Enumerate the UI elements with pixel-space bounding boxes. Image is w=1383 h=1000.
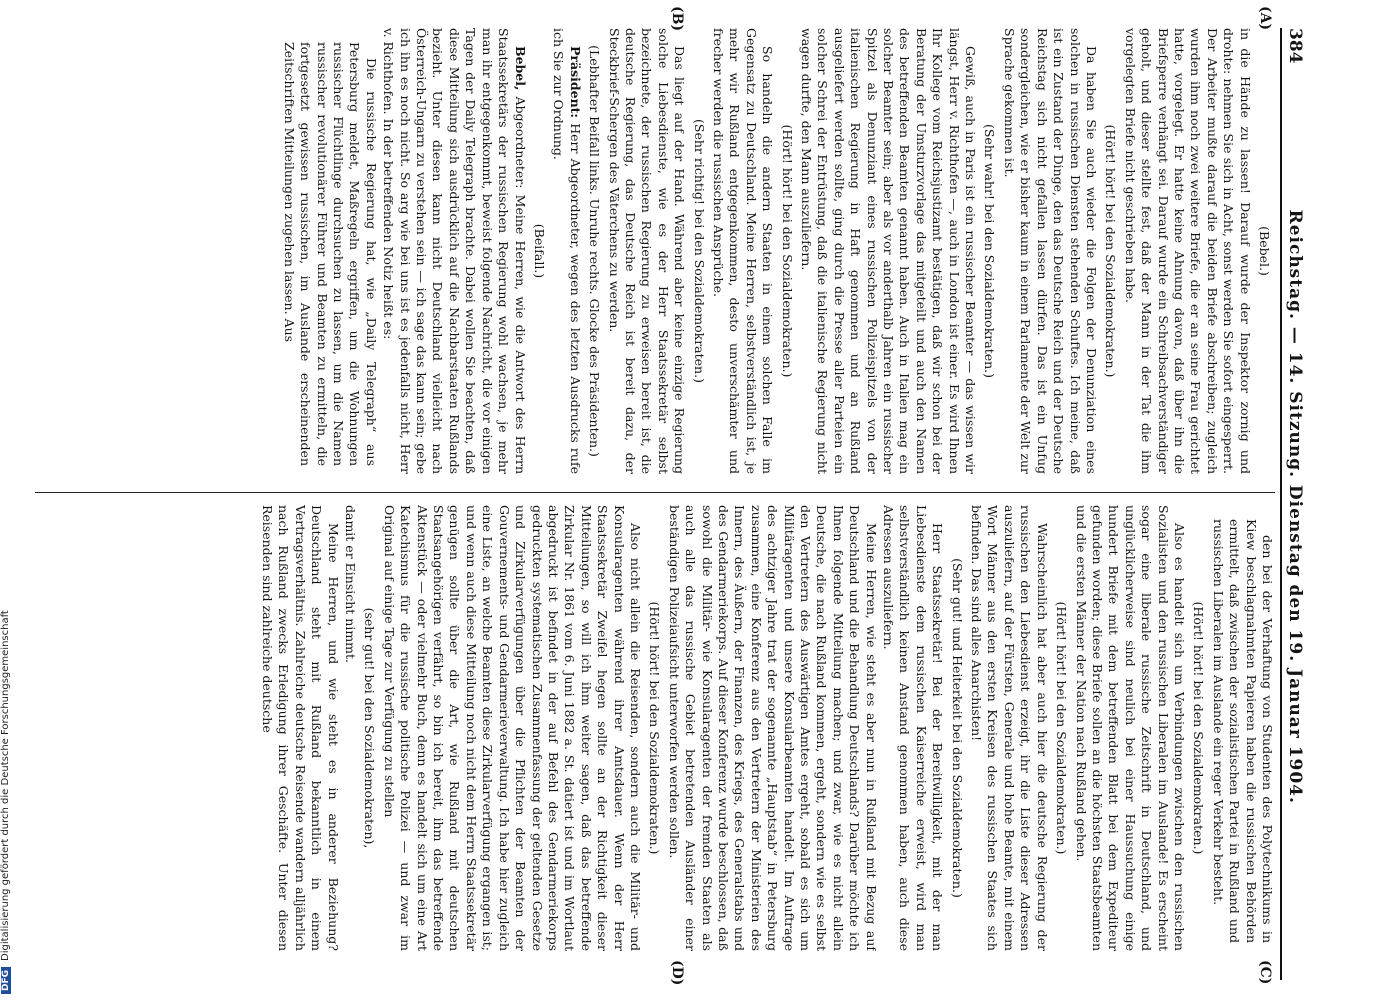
interjection: (Hört! hört! bei den Sozialdemokraten.) [1054, 601, 1070, 855]
speaker-label: Präsident: [567, 46, 583, 119]
column-divider [35, 492, 1275, 493]
document-page [15, 0, 1325, 1000]
dfg-logo: DFG [1, 967, 11, 994]
page-title: Reichstag. — 14. Sitzung. Dienstag den 19. Januar 1904. [1285, 209, 1305, 804]
margin-marker-a: (A) [1257, 6, 1273, 31]
margin-marker-d: (D) [669, 960, 685, 986]
statement-text: Herr Abgeordneter, wegen des letzten Ausdrucks rufe ich Sie zur Ordnung. [551, 28, 583, 474]
speaker-label: Bebel, [512, 46, 528, 91]
paragraph: Wahrscheinlich hat aber auch hier die deutsche Regierung der russischen den Liebesdienst erzeigt, ihr die Liste dieser Adressen auszuliefern, auf der Fürsten, Generale und hohe Beamte, mit einem Wort Männer aus den ersten Kreisen des russischen Staates sich befinden. Das sind alles Anarchisten! [969, 505, 1050, 951]
speaker-continuation: (Bebel.) [1257, 226, 1272, 276]
interjection: (Lebhafter Beifall links. Unruhe rechts. Glocke des Präsidenten.) [587, 45, 603, 457]
paragraph: Da haben Sie auch wieder die Folgen der Denunziation eines solchen in russischen Diensten stehenden Schuftes. Ich meine, daß ist ein Zustand der Dinge, den das Deutsche Reich und der Deutsche Reichstag sich nicht gefallen lassen dürfen. Das ist ein Unfug sondergleichen, wie er bisher kaum in einem Parlamente der Welt zur Sprache gekommen ist. [1001, 28, 1099, 474]
funding-text: Digitalisierung gefördert durch die Deutsche Forschungsgemeinschaft [0, 610, 11, 961]
page-number: 384 [1285, 28, 1305, 64]
margin-marker-c: (C) [1257, 960, 1273, 985]
paragraph: Meine Herren, wie steht es aber nun in Rußland mit Bezug auf Deutschland und die Behandlung Deutschlands? Darüber möchte ich Ihnen folgende Mitteilung machen; und zwar, wie es nicht allein Deutsche, die nach Rußland kommen, ergeht, sondern wie es selbst den Vertretern des Auswärtigen Amtes ergeht, sobald es sich um Militäragenten und unsere Konsularbeamten handelt. Im Auftrage des achtziger Jahre trat der sogenannte „Hauptstab“ in Petersburg zusammen, eine Konferenz aus den Vertretern der Ministerien des Innern, des Äußern, der Finanzen, des Kriegs, des Generalstabs und des Gendarmeriekorps. Auf dieser Konferenz wurde beschlossen, daß sowohl die Militär- wie Konsularagenten der fremden Staaten als auch alle das russische Gebiet betretenden Ausländer einer beständigen Polizeiaufsicht unterworfen werden sollen. [666, 505, 879, 951]
quote-text: Die russische Regierung hat, wie „Daily Telegraph“ aus Petersburg meldet, Maßregeln ergriffen, um die Wohnungen russischer Flüchtlinge durchsuchen zu lassen, um die Namen russischer revolutionärer Führer und Beamten zu ermitteln, die fortgesetzt gewissen russischen, im Auslande erscheinenden Zeitschriften Mitteilungen zugehen lassen. Aus [281, 42, 379, 466]
interjection: (Sehr richtig! bei den Sozialdemokraten.) [691, 119, 707, 383]
interjection: (Hört! hört! bei den Sozialdemokraten.) [779, 124, 795, 378]
paragraph: Gewiß, auch in Paris ist ein russischer Beamter — das wissen wir längst, Herr v. Richthofen —, auch in London ist einer. Es wird Ihnen Ihr Kollege vom Reichsjustizamt bestätigen, daß wir schon bei der Beratung der Umsturzvorlage das mitgeteilt und auch den Namen des betreffenden Beamten genannt haben. Auch in Italien mag ein solcher Beamter sein; aber als vor anderthalb Jahren ein russischer Spitzel als Denunziant eines russischen Polizeispitzels von der italienischen Regierung in Haft genommen und an Rußland ausgeliefert werden sollte, ging durch die Presse aller Parteien ein solcher Schrei der Entrüstung, daß die italienische Regierung nicht wagen durfte, den Mann auszuliefern. [799, 28, 979, 474]
quote-text: den bei der Verhaftung von Studenten des Polytechnikums in Kiew beschlagnahmten Papieren haben die russischen Behörden ermittelt, daß zwischen der sozialistischen Partei in Rußland und russischen Liberalen im Auslande ein reger Verkehr besteht. [1210, 519, 1275, 943]
page-header [1285, 28, 1311, 980]
margin-marker-b: (B) [669, 6, 685, 32]
paragraph: Herr Staatssekretär! Bei der Bereitwilligkeit, mit der man Liebesdienste dem russischen Kaiserreiche erweist, wird man selbstverständlich keinen Anstand genommen haben, auch diese Adressen auszuliefern. [881, 505, 946, 951]
funding-notice [0, 0, 14, 994]
interjection: (sehr gut! bei den Sozialdemokraten), [362, 607, 378, 849]
president-statement [550, 28, 583, 474]
header-rule [1280, 28, 1282, 980]
paragraph: in die Hände zu lassen! Darauf wurde der Inspektor zornig und drohte: nehmen Sie sich in Acht, sonst werden Sie sofort eingesperrt. Der Arbeiter mußte darauf die beiden Briefe abschreiben; zugleich wurden ihm noch zwei weitere Briefe, die er an seine Frau gerichtet hatte, vorgelegt. Er hatte keine Ahnung davon, daß über ihn die Briefsperre verhängt sei. Darauf wurde ein Schreibsachverständiger geholt, und dieser stellte fest, daß der Mann in der Tat die ihm vorgelegten Briefe nicht geschrieben habe. [1122, 28, 1253, 474]
quotation-continued [1209, 519, 1275, 943]
quotation [280, 42, 378, 466]
paragraph: So handeln die andern Staaten in einem solchen Falle im Gegensatz zu Deutschland. Meine Herren, selbstverständlich ist, je mehr wir Rußland entgegenkommen, desto unverschämter und frecher werden die russischen Ansprüche. [711, 28, 776, 474]
paragraph: Also es handelt sich um Verbindungen zwischen den russischen Sozialisten und den russischen Liberalen im Auslande! Es erscheint sogar eine liberale russische Zeitschrift in Deutschland, und unglücklicherweise sind neulich bei einer Haussuchung einige hundert Briefe mit dem betreffenden Blatt bei dem Expediteur gefunden worden; diese Briefe sollen an die höchsten Staatsbeamten und die ersten Männer der Nation nach Rußland gehen. [1073, 505, 1187, 951]
right-column [35, 505, 1275, 951]
footer-strip [0, 0, 16, 1000]
paragraph: damit er Einsicht nimmt. [343, 505, 359, 664]
interjection: (Sehr gut! und Heiterkeit bei den Sozialdemokraten.) [949, 558, 965, 898]
left-column [35, 28, 1275, 474]
interjection: (Hört! hört! bei den Sozialdemokraten.) [1103, 124, 1119, 378]
paragraph: Das liegt auf der Hand. Während aber keine einzige Regierung solche Liebesdienste, wie es der Herr Staatssekretär selbst bezeichnete, der russischen Regierung zu erweisen bereit ist, die deutsche Regierung, das Deutsche Reich ist bereit dazu, der Steckbrief-Schergen des Väterchens zu werden. [606, 28, 688, 474]
speaker-statement [380, 28, 528, 474]
interjection: (Sehr wahr! bei den Sozialdemokraten.) [982, 123, 998, 379]
interjection: (Hört! hört! bei den Sozialdemokraten.) [1191, 601, 1207, 855]
interjection: (Beifall.) [531, 223, 547, 279]
statement-text: Abgeordneter: Meine Herren, wie die Antwort des Herrn Staatssekretärs der russischen Regierung wohl wachsen, je mehr man ihr entgegenkommt, beweist folgende Nachricht, die vor einigen Tagen der Daily Telegraph brachte. Dabei wollen Sie beachten, daß diese Mitteilung sich ausdrücklich auf die Nachbarstaaten Rußlands bezieht. Unter diesen kann nicht Deutschland vielleicht nach Österreich-Ungarn zu verstehen sein — ich sage das kann sein; gebe ich ihn es noch nicht. So arg wie bei uns ist es jedenfalls nicht, Herr v. Richthofen. In der betreffenden Notiz heißt es: [381, 28, 528, 474]
interjection: (Hört! hört! bei den Sozialdemokraten.) [647, 601, 663, 855]
paragraph: Meine Herren, und wie steht es in anderer Beziehung? Deutschland steht mit Rußland bekanntlich in einem Vertragsverhältnis. Zahlreiche deutsche Reisende wandern alljährlich nach Rußland zwecks Erledigung ihrer Geschäfte. Unter diesen Reisenden sind zahlreiche deutsche [260, 505, 341, 951]
paragraph: Also nicht allein die Reisenden, sondern auch die Militär- und Konsularagenten während ihrer Amtsdauer. Wenn der Herr Staatssekretär Zweifel hegen sollte an der Richtigkeit dieser Mitteilungen, so will ich ihm weiter sagen, daß das betreffende Zirkular Nr. 1861 vom 6. Juni 1882 a. St. datiert ist und im Wortlaut abgedruckt ist befindet in der auf Befehl des Gendarmeriekorps gedruckten systematischen Zusammenfassung der geltenden Gesetze und Zirkularverfügungen über die Pflichten der Beamten der Gouvernements- und Gendarmerieverwaltung. Ich habe hier zugleich eine Liste, an welche Beamten diese Zirkularverfügung ergangen ist; und wenn auch diese Mitteilung noch nicht dem Herrn Staatssekretär genügen sollte über die Art, wie Rußland mit deutschen Staatsangehörigen verfährt, so bin ich bereit, ihm das betreffende Aktenstück — oder vielmehr Buch, denn es handelt sich um eine Art Katechismus für die russische politische Polizei — und zwar im Original auf einige Tage zur Verfügung zu stellen [381, 505, 643, 951]
